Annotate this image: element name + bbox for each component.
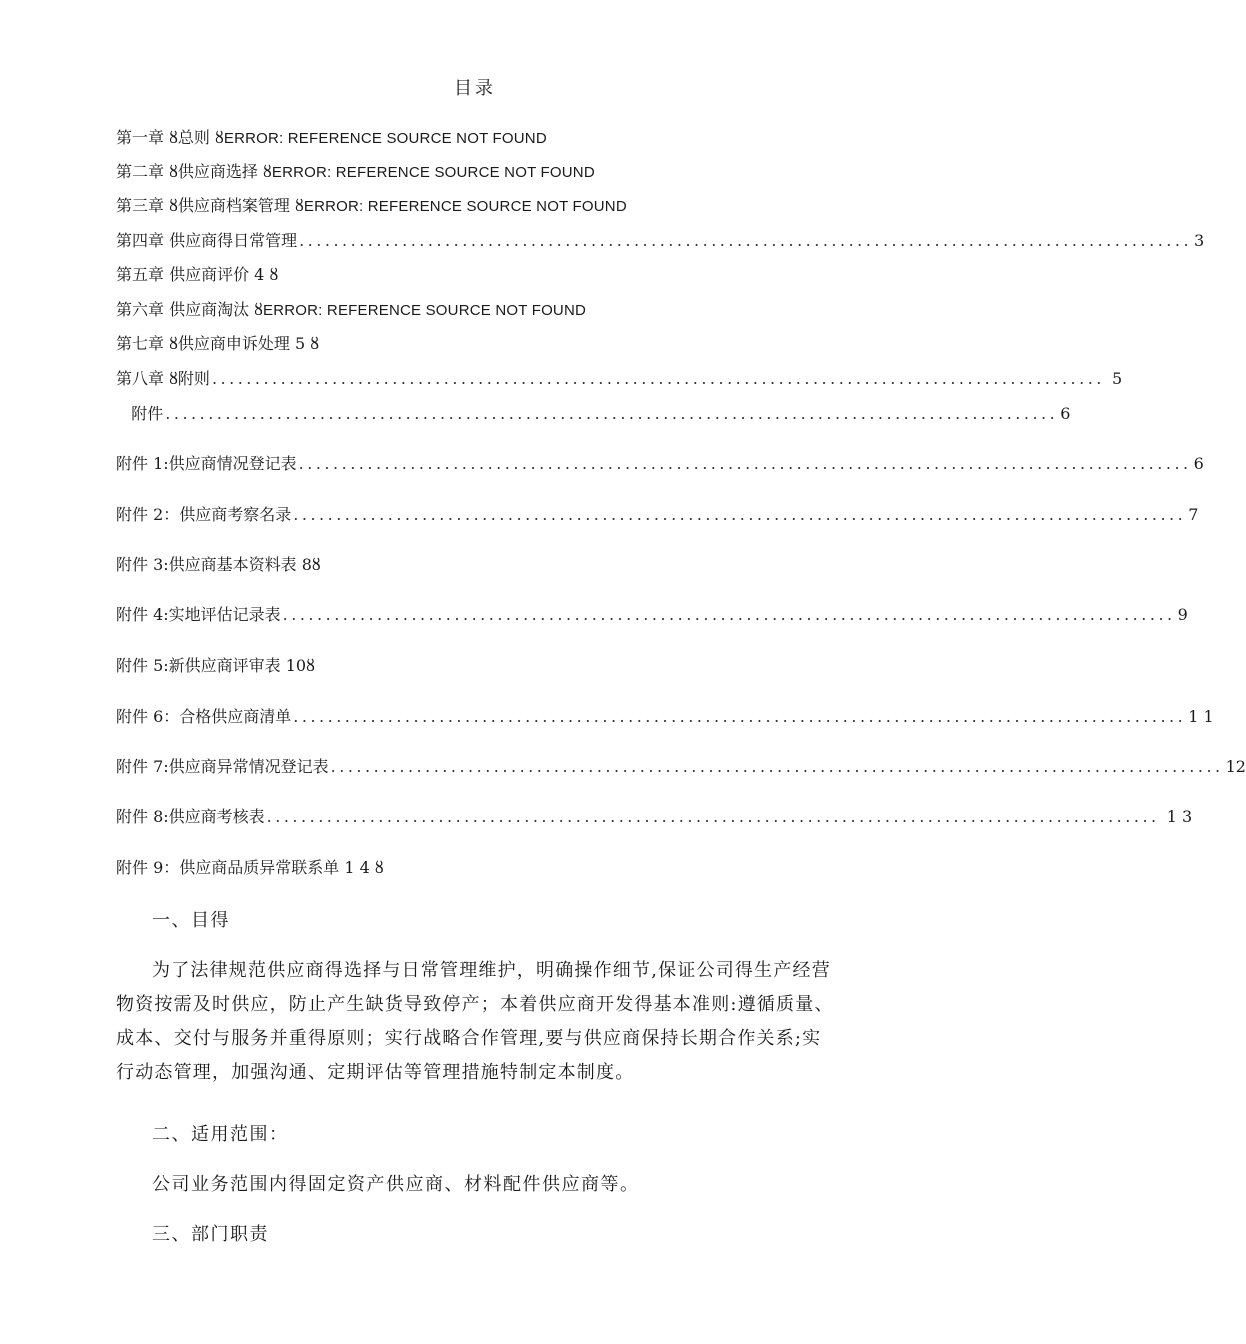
toc-leader-dots: ........................................................................................................ — [282, 605, 1176, 624]
toc-error-text: ERROR: REFERENCE SOURCE NOT FOUND — [271, 164, 595, 181]
toc-entry-chapter-2[interactable] — [116, 160, 776, 184]
toc-entry-appendix-5[interactable] — [116, 654, 776, 678]
toc-entry-label: 附件 2：供应商考察名录 — [116, 505, 292, 524]
toc-entry-label: 附件 9：供应商品质异常联系单 1 4 ȣ — [116, 858, 384, 877]
toc-entry-label: 附件 — [116, 404, 164, 423]
toc-entry-chapter-8[interactable] — [116, 367, 1123, 391]
toc-entry-chapter-3[interactable] — [116, 194, 776, 218]
toc-page-number: 1 3 — [1161, 807, 1193, 826]
toc-leader-dots: ........................................................................................................ — [330, 757, 1224, 776]
toc-entry-chapter-7[interactable] — [116, 332, 776, 356]
toc-entry-label: 第七章 ȣ供应商申诉处理 5 ȣ — [116, 334, 320, 353]
toc-entry-label: 第三章 ȣ供应商档案管理 ȣ — [116, 196, 304, 215]
toc-entry-label: 第四章 供应商得日常管理 — [116, 231, 298, 250]
section-heading-scope: 二、适用范围： — [152, 1124, 289, 1145]
toc-entry-label: 第一章 ȣ总则 ȣ — [116, 128, 224, 147]
toc-entry-label: 附件 6：合格供应商清单 — [116, 707, 292, 726]
toc-entry-label: 附件 3:供应商基本资料表 8ȣ — [116, 555, 321, 574]
toc-error-text: ERROR: REFERENCE SOURCE NOT FOUND — [223, 130, 547, 147]
toc-entry-label: 附件 8:供应商考核表 — [116, 807, 265, 826]
toc-page-number: 9 — [1177, 605, 1188, 624]
toc-page-number: 12 — [1225, 757, 1246, 776]
toc-entry-appendix-1[interactable] — [116, 452, 1204, 476]
toc-leader-dots: ........................................................................................................ — [165, 404, 1059, 423]
toc-entry-appendix-3[interactable] — [116, 553, 776, 577]
toc-entry-chapter-5[interactable] — [116, 263, 776, 287]
toc-leader-dots: ........................................................................................................ — [293, 505, 1187, 524]
toc-entry-appendix-8[interactable] — [116, 805, 1193, 829]
toc-error-text: ERROR: REFERENCE SOURCE NOT FOUND — [263, 302, 587, 319]
toc-title: 目录 — [454, 78, 496, 99]
toc-page-number: 6 — [1060, 404, 1071, 423]
toc-entry-appendix-7[interactable] — [116, 755, 1246, 779]
toc-page-number: 5 — [1106, 369, 1123, 388]
toc-leader-dots: ........................................................................................................ — [293, 707, 1187, 726]
toc-entry-label: 第六章 供应商淘汰 ȣ — [116, 300, 264, 319]
toc-entry-label: 附件 5:新供应商评审表 10ȣ — [116, 656, 315, 675]
toc-leader-dots: ........................................................................................................ — [211, 369, 1105, 388]
toc-entry-chapter-1[interactable] — [116, 126, 776, 150]
toc-entry-label: 第二章 ȣ供应商选择 ȣ — [116, 162, 272, 181]
section-heading-purpose: 一、目得 — [152, 910, 230, 931]
toc-leader-dots: ........................................................................................................ — [266, 807, 1160, 826]
toc-entry-appendix-2[interactable] — [116, 503, 1199, 527]
toc-entry-appendix[interactable] — [116, 402, 1071, 426]
toc-entry-label: 第八章 ȣ附则 — [116, 369, 210, 388]
toc-entry-appendix-9[interactable] — [116, 856, 776, 880]
toc-page-number: 7 — [1188, 505, 1199, 524]
toc-error-text: ERROR: REFERENCE SOURCE NOT FOUND — [303, 198, 627, 215]
section-heading-responsibilities: 三、部门职责 — [152, 1224, 269, 1245]
toc-entry-chapter-4[interactable] — [116, 229, 1205, 253]
toc-page-number: 6 — [1193, 454, 1204, 473]
toc-entry-label: 附件 4:实地评估记录表 — [116, 605, 281, 624]
toc-entry-appendix-6[interactable] — [116, 705, 1214, 729]
toc-entry-appendix-4[interactable] — [116, 603, 1188, 627]
section-body-scope: 公司业务范围内得固定资产供应商、材料配件供应商等。 — [152, 1174, 640, 1195]
toc-entry-chapter-6[interactable] — [116, 298, 776, 322]
toc-entry-label: 附件 1:供应商情况登记表 — [116, 454, 297, 473]
toc-page-number: 3 — [1194, 231, 1205, 250]
toc-entry-label: 附件 7:供应商异常情况登记表 — [116, 757, 329, 776]
section-body-purpose: 为了法律规范供应商得选择与日常管理维护，明确操作细节,保证公司得生产经营物资按需及时供应，防止产生缺货导致停产；本着供应商开发得基本准则:遵循质量、成本、交付与服务并重得原则；实行战略合作管理,要与供应商保持长期合作关系;实行动态管理，加强沟通、定期评估等管理措施特制定本制度。 — [116, 960, 834, 1083]
toc-leader-dots: ........................................................................................................ — [299, 231, 1193, 250]
toc-page-number: 1 1 — [1188, 707, 1214, 726]
toc-leader-dots: ........................................................................................................ — [298, 454, 1192, 473]
toc-entry-label: 第五章 供应商评价 4 ȣ — [116, 265, 279, 284]
